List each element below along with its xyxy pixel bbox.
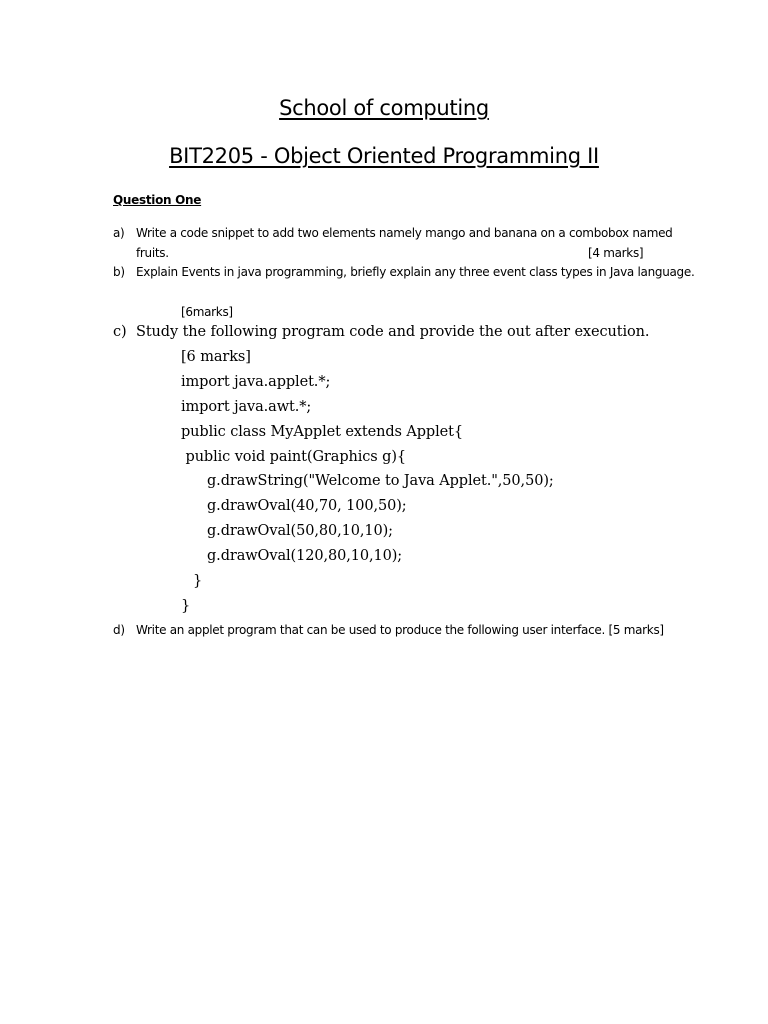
course-title: BIT2205 - Object Oriented Programming II xyxy=(169,144,599,168)
code-line: public class MyApplet extends Applet{ xyxy=(181,424,463,440)
code-line: import java.awt.*; xyxy=(181,399,312,415)
item-d-text: Write an applet program that can be used to produce the following user interface. [5 marks] xyxy=(136,623,664,637)
code-line: import java.applet.*; xyxy=(181,374,331,390)
item-c-marks: [6 marks] xyxy=(181,349,251,365)
code-line: } xyxy=(193,573,203,589)
code-line: g.drawOval(120,80,10,10); xyxy=(207,548,403,564)
school-title: School of computing xyxy=(279,96,489,120)
item-a-label: a) xyxy=(113,226,125,240)
item-b-text: Explain Events in java programming, briefly explain any three event class types in Java language. xyxy=(136,265,695,279)
code-line: public void paint(Graphics g){ xyxy=(181,449,407,465)
item-a-marks: [4 marks] xyxy=(588,246,644,260)
item-c-text: Study the following program code and provide the out after execution. xyxy=(136,324,650,340)
item-d-label: d) xyxy=(113,623,125,637)
item-b-marks: [6marks] xyxy=(181,305,233,319)
question-heading: Question One xyxy=(113,193,202,207)
code-line: g.drawOval(50,80,10,10); xyxy=(207,523,393,539)
code-line: g.drawString("Welcome to Java Applet.",50,50); xyxy=(207,473,554,489)
item-a-line1: Write a code snippet to add two elements namely mango and banana on a combobox named xyxy=(136,226,673,240)
item-a-line2: fruits. xyxy=(136,246,169,260)
code-line: } xyxy=(181,598,191,614)
item-b-label: b) xyxy=(113,265,125,279)
code-line: g.drawOval(40,70, 100,50); xyxy=(207,498,407,514)
item-c-label: c) xyxy=(113,324,127,340)
